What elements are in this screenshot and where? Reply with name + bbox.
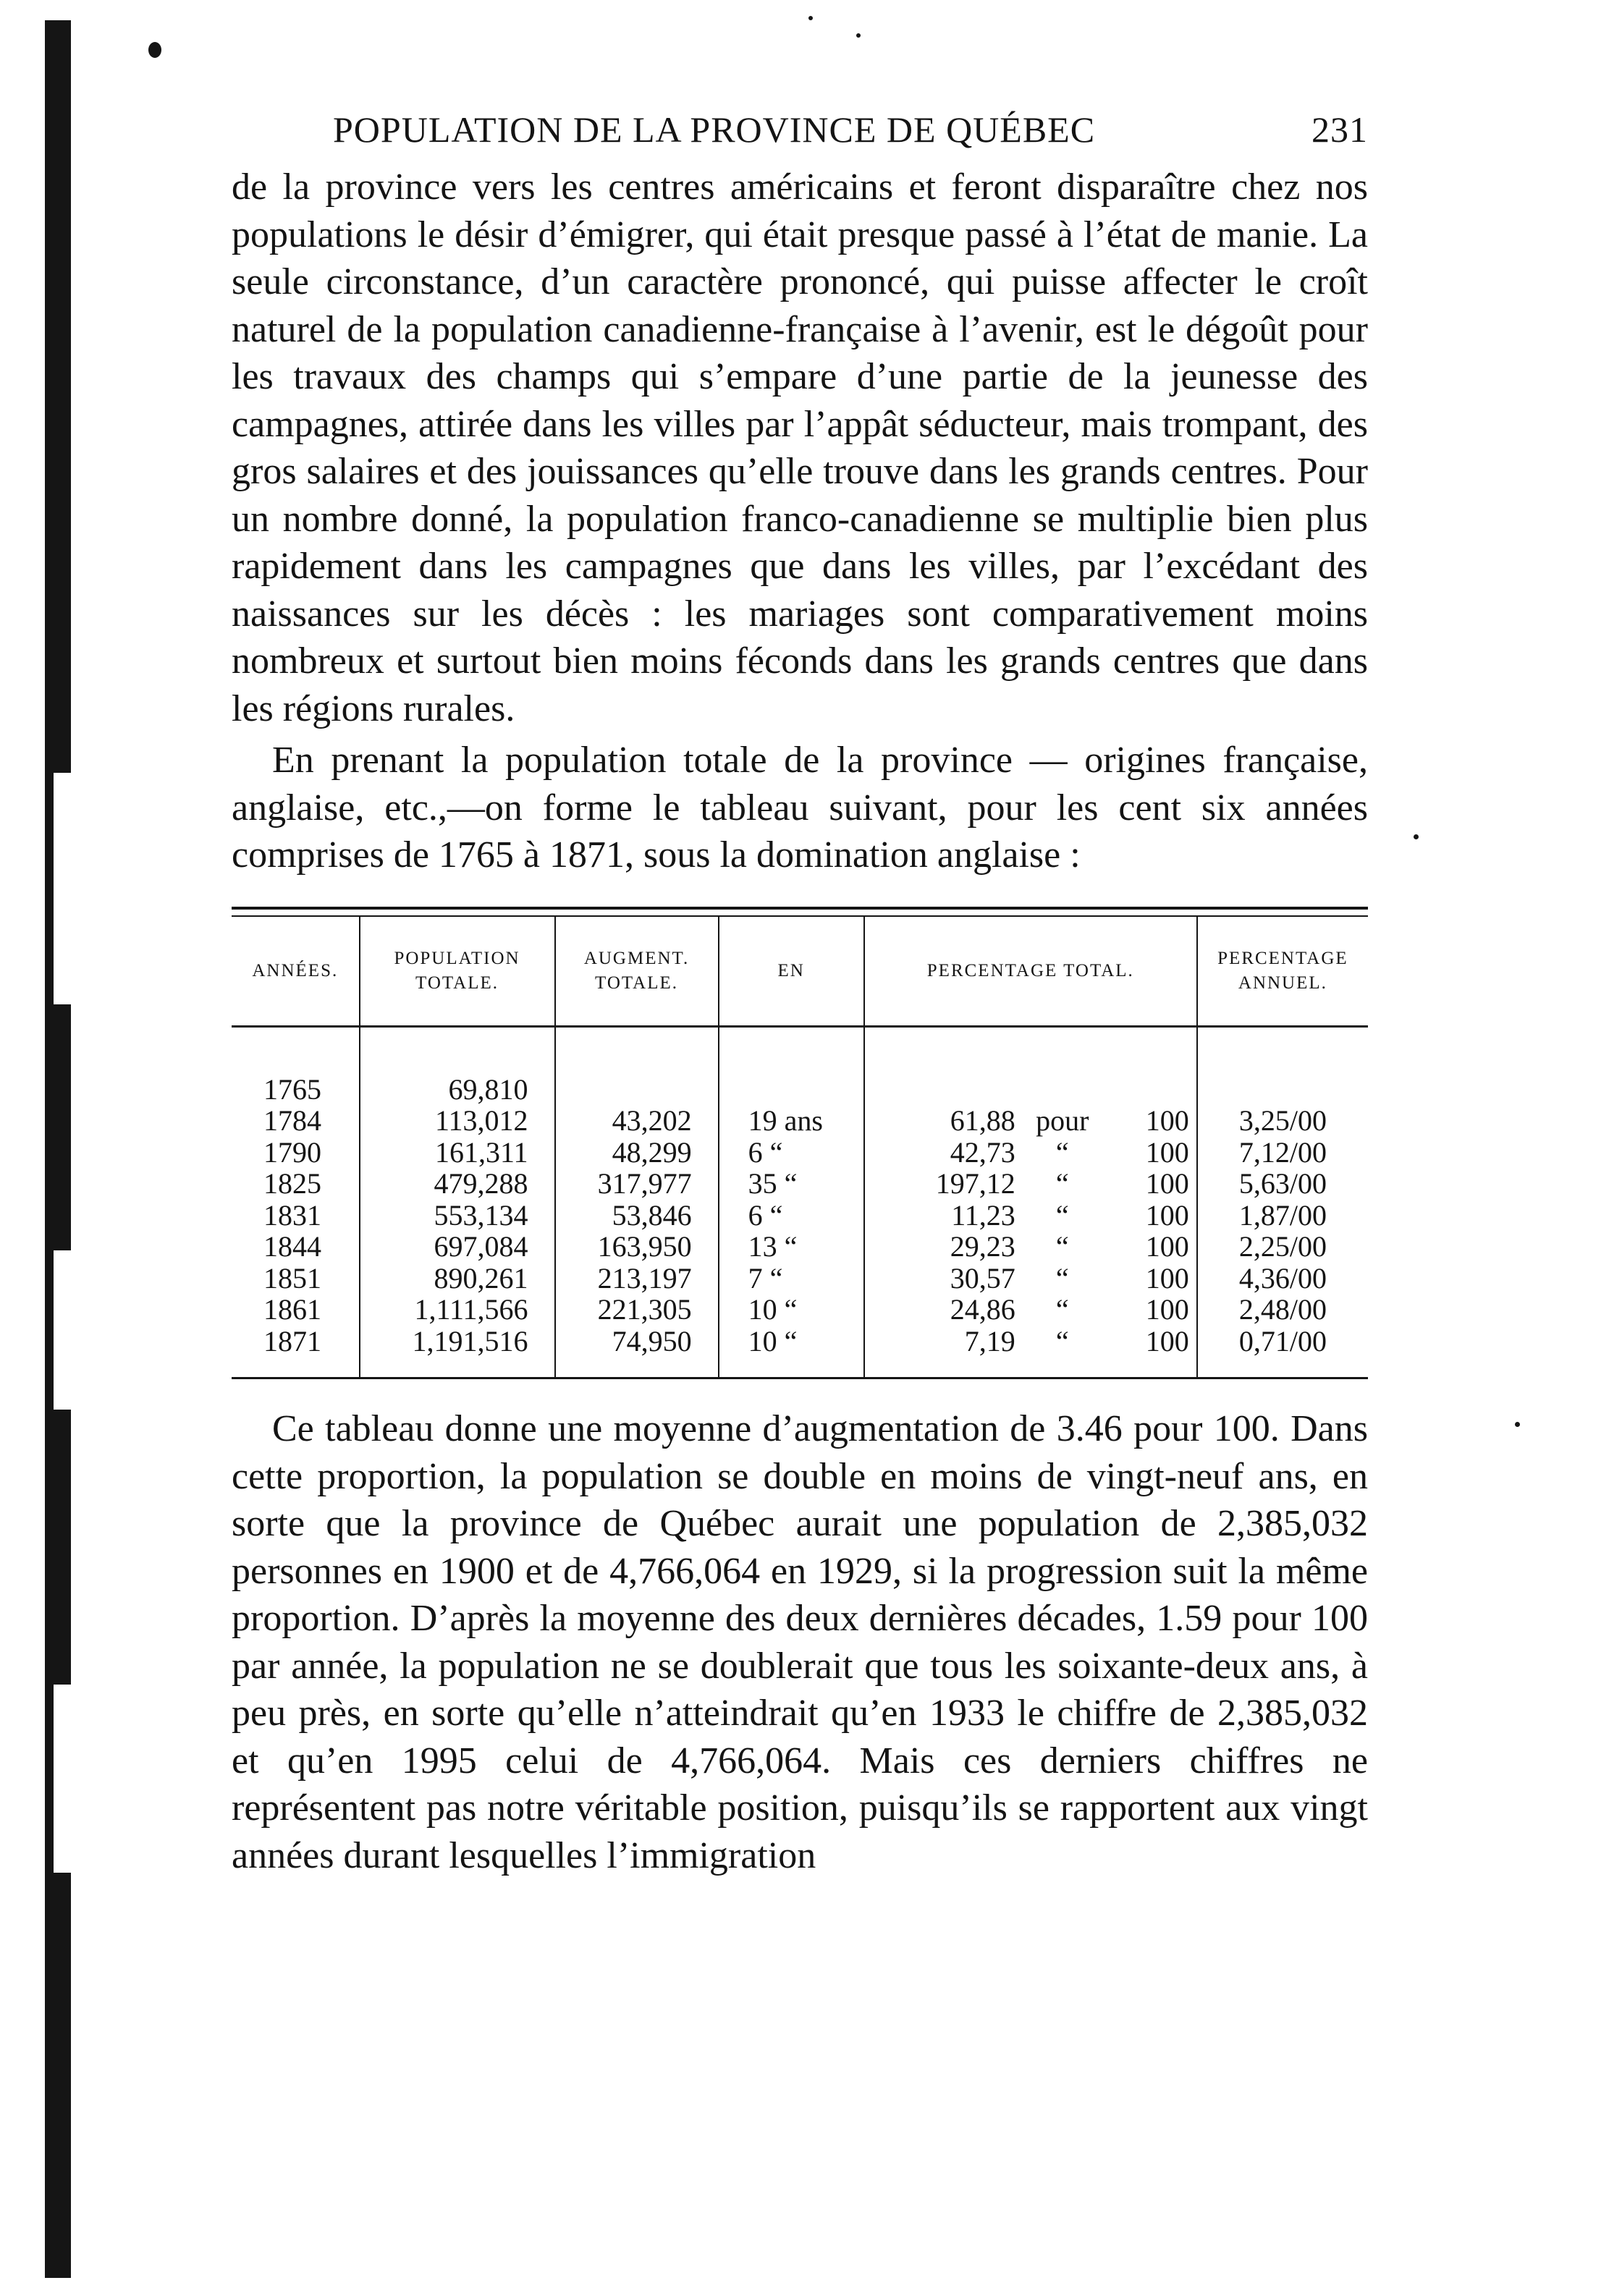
pct-total-group: [892, 1168, 1189, 1200]
binding-edge-gap: [54, 1250, 71, 1410]
pct-pct: 30,57: [950, 1261, 1015, 1295]
cell-pct-total: [864, 1105, 1197, 1137]
population-table: [232, 907, 1368, 1380]
table-row: [232, 1326, 1368, 1378]
table-header-row: [232, 917, 1368, 1027]
binding-edge-gap: [54, 773, 71, 1004]
cell-pct-total: [864, 1231, 1197, 1263]
ink-speck: [856, 33, 861, 38]
pct-total-group: [892, 1231, 1189, 1263]
ink-speck: [808, 16, 813, 20]
pct-total-group: [892, 1263, 1189, 1295]
header-annees: ANNÉES.: [232, 917, 360, 1027]
page-number: 231: [1311, 109, 1368, 150]
pct-cent: 100: [1145, 1261, 1189, 1295]
pct-pct: 29,23: [950, 1230, 1015, 1263]
cell-pct-total: [864, 1168, 1197, 1200]
cell-pct-annuel: 7,12/00: [1197, 1137, 1368, 1169]
cell-annee: 1871: [263, 1324, 321, 1357]
header-pct-annuel: PERCENTAGE ANNUEL.: [1197, 917, 1368, 1027]
pct-cent: 100: [1145, 1135, 1189, 1169]
cell-population: 1,111,566: [360, 1294, 555, 1326]
cell-augment: 163,950: [555, 1231, 719, 1263]
cell-augment: 317,977: [555, 1168, 719, 1200]
table-row: [232, 1231, 1368, 1263]
pct-total-group: [892, 1137, 1189, 1169]
cell-population: 69,810: [360, 1026, 555, 1105]
cell-augment: 213,197: [555, 1263, 719, 1295]
cell-annee: 1851: [263, 1261, 321, 1295]
paragraph: Ce tableau donne une moyenne d’augmentation de 3.46 pour 100. Dans cette proportion, la population se double en moins de vingt-neuf ans, en sorte que la province de Québec aurait une population de 2,385,032 personnes en 1900 et de 4,766,064 en 1929, si la progression suit la même proportion. D’après la moyenne des deux dernières décades, 1.59 pour 100 par année, la population ne se doublerait que tous les soixante-deux ans, à peu près, en sorte qu’elle n’atteindrait qu’en 1933 le chiffre de 2,385,032 et qu’en 1995 celui de 4,766,064. Mais ces derniers chiffres ne représentent pas notre véritable position, puisqu’ils se rapportent aux vingt années durant lesquelles l’immigration: [232, 1408, 1368, 1876]
paragraph: de la province vers les centres américains et feront disparaître chez nos populations le désir d’émigrer, qui était presque passé à l’état de manie. La seule circonstance, d’un caractère prononcé, qui puisse affecter le croît naturel de la population canadienne-française à l’avenir, est le dégoût pour les travaux des champs qui s’empare d’une partie de la jeunesse des campagnes, attirée dans les villes par l’appât séducteur, mais trompant, des gros salaires et des jouissances qu’elle trouve dans les grands centres. Pour un nombre donné, la population franco-canadienne se multiplie bien plus rapidement dans les campagnes que dans les villes, par l’excédant des naissances sur les décès : les mariages sont comparativement moins nombreux et surtout bien moins féconds dans les grands centres que dans les régions rurales.: [232, 166, 1368, 729]
binding-edge-gap: [54, 1685, 71, 1873]
cell-augment: [555, 1026, 719, 1105]
pct-cent: 100: [1145, 1167, 1189, 1200]
table-row: [232, 1137, 1368, 1169]
cell-annee: 1861: [263, 1293, 321, 1326]
pct-pct: 42,73: [950, 1135, 1015, 1169]
book-page: [232, 109, 1368, 1879]
pct-pour: “: [1055, 1293, 1069, 1326]
cell-pct-total: [864, 1137, 1197, 1169]
cell-en: 6 “: [719, 1137, 864, 1169]
cell-annee: 1790: [263, 1135, 321, 1169]
paragraph: En prenant la population totale de la province — origines française, anglaise, etc.,—on forme le tableau suivant, pour les cent six années comprises de 1765 à 1871, sous la domination anglaise :: [232, 740, 1368, 876]
cell-augment: 53,846: [555, 1200, 719, 1232]
cell-pct-annuel: 0,71/00: [1197, 1326, 1368, 1378]
pct-pour: “: [1055, 1198, 1069, 1232]
cell-annee: 1765: [263, 1072, 321, 1106]
cell-pct-annuel: 2,48/00: [1197, 1294, 1368, 1326]
cell-pct-total: [864, 1263, 1197, 1295]
pct-total-group: [892, 1326, 1189, 1357]
pct-cent: 100: [1145, 1230, 1189, 1263]
cell-augment: 48,299: [555, 1137, 719, 1169]
cell-population: 1,191,516: [360, 1326, 555, 1378]
cell-en: 6 “: [719, 1200, 864, 1232]
ink-speck: [1515, 1422, 1520, 1427]
pct-pour: “: [1055, 1324, 1069, 1357]
cell-pct-annuel: 4,36/00: [1197, 1263, 1368, 1295]
table-row: [232, 1200, 1368, 1232]
cell-en: 10 “: [719, 1294, 864, 1326]
table-row: [232, 1294, 1368, 1326]
cell-annee: 1844: [263, 1230, 321, 1263]
cell-en: [719, 1026, 864, 1105]
cell-population: 161,311: [360, 1137, 555, 1169]
table-row: [232, 1105, 1368, 1137]
pct-cent: 100: [1145, 1198, 1189, 1232]
pct-pct: 197,12: [935, 1167, 1015, 1200]
cell-pct-annuel: 1,87/00: [1197, 1200, 1368, 1232]
ink-speck: [148, 42, 161, 58]
pct-cent: 100: [1145, 1324, 1189, 1357]
cell-en: 7 “: [719, 1263, 864, 1295]
running-header: [333, 109, 1368, 151]
cell-annee: 1825: [263, 1167, 321, 1200]
cell-annee: 1831: [263, 1198, 321, 1232]
pct-pour: “: [1055, 1230, 1069, 1263]
binding-edge: [45, 20, 71, 2278]
cell-pct-annuel: 2,25/00: [1197, 1231, 1368, 1263]
header-en: EN: [719, 917, 864, 1027]
pct-pour: pour: [1036, 1104, 1089, 1137]
cell-population: 890,261: [360, 1263, 555, 1295]
cell-augment: 221,305: [555, 1294, 719, 1326]
pct-pct: 7,19: [964, 1324, 1015, 1357]
pct-pct: 24,86: [950, 1293, 1015, 1326]
pct-pct: 11,23: [951, 1198, 1015, 1232]
pct-cent: 100: [1145, 1293, 1189, 1326]
pct-total-group: [892, 1200, 1189, 1232]
pct-total-group: [892, 1105, 1189, 1137]
pct-pct: 61,88: [950, 1104, 1015, 1137]
cell-pct-total: [864, 1026, 1197, 1105]
ink-speck: [1414, 834, 1419, 839]
cell-en: 35 “: [719, 1168, 864, 1200]
pct-cent: 100: [1145, 1104, 1189, 1137]
table-top-rule: [232, 907, 1368, 917]
cell-population: 479,288: [360, 1168, 555, 1200]
cell-en: 13 “: [719, 1231, 864, 1263]
table-row: [232, 1026, 1368, 1105]
cell-pct-annuel: [1197, 1026, 1368, 1105]
table-bottom-rule: [232, 1377, 1368, 1379]
header-population: POPULATION TOTALE.: [360, 917, 555, 1027]
pct-pour: “: [1055, 1135, 1069, 1169]
cell-en: 19 ans: [719, 1105, 864, 1137]
header-pct-total: PERCENTAGE TOTAL.: [864, 917, 1197, 1027]
running-title: POPULATION DE LA PROVINCE DE QUÉBEC: [333, 109, 1096, 150]
header-augment: AUGMENT. TOTALE.: [555, 917, 719, 1027]
cell-population: 697,084: [360, 1231, 555, 1263]
pct-pour: “: [1055, 1261, 1069, 1295]
cell-en: 10 “: [719, 1326, 864, 1378]
cell-augment: 43,202: [555, 1105, 719, 1137]
cell-pct-total: [864, 1200, 1197, 1232]
cell-pct-annuel: 3,25/00: [1197, 1105, 1368, 1137]
cell-pct-total: [864, 1294, 1197, 1326]
table-row: [232, 1263, 1368, 1295]
pct-total-group: [892, 1294, 1189, 1326]
cell-population: 113,012: [360, 1105, 555, 1137]
cell-annee: 1784: [263, 1104, 321, 1137]
cell-pct-annuel: 5,63/00: [1197, 1168, 1368, 1200]
table-row: [232, 1168, 1368, 1200]
pct-pour: “: [1055, 1167, 1069, 1200]
cell-augment: 74,950: [555, 1326, 719, 1378]
cell-pct-total: [864, 1326, 1197, 1378]
cell-population: 553,134: [360, 1200, 555, 1232]
